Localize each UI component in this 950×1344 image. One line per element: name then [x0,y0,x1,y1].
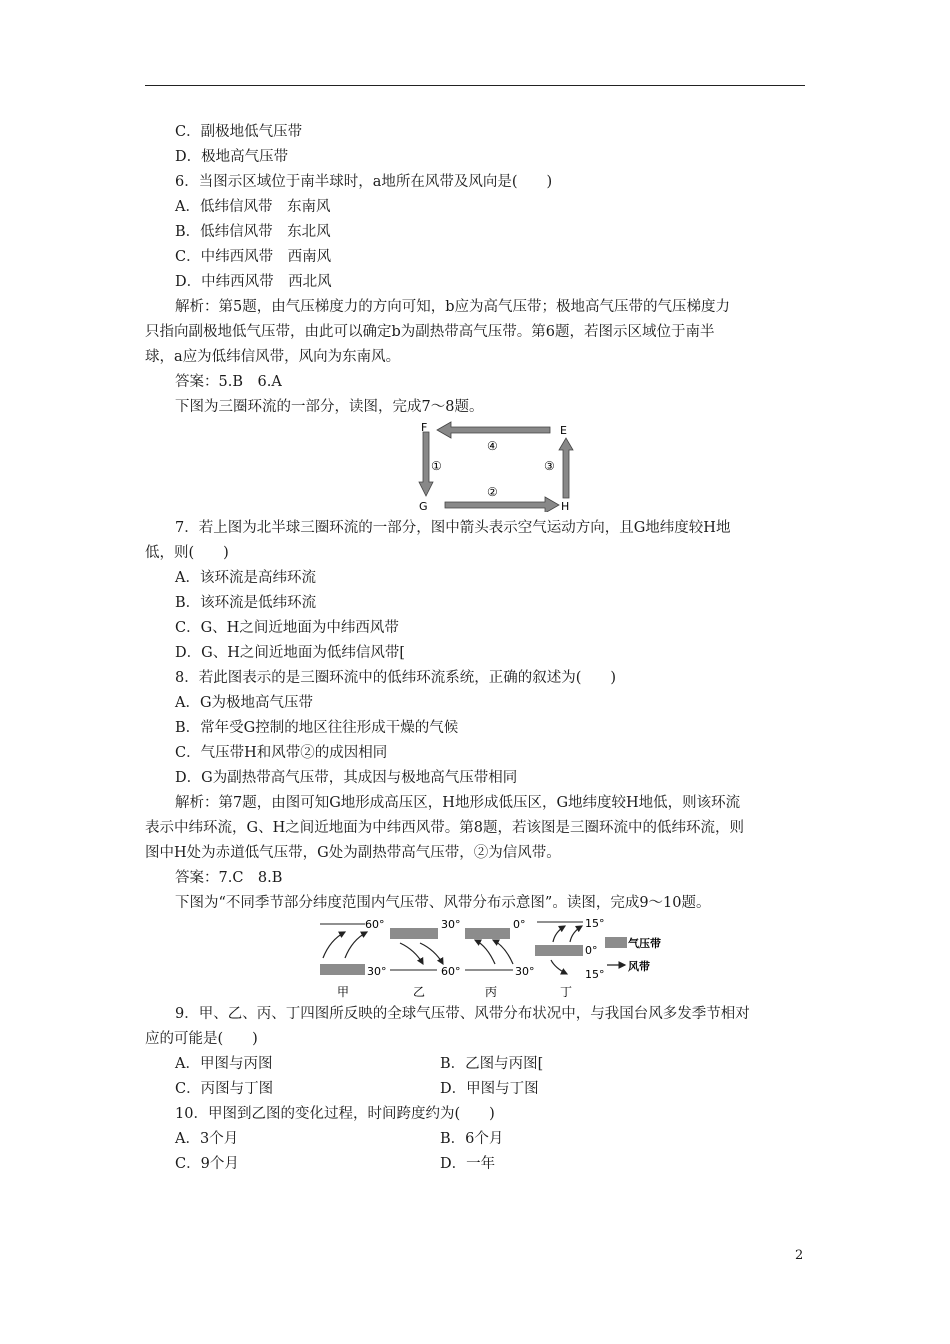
q10-option-d: D．一年 [440,1156,496,1172]
q6-option-a: A．低纬信风带 东南风 [175,199,331,215]
q10-option-a: A．3个月 [175,1131,239,1147]
intro3: 下图为“不同季节部分纬度范围内气压带、风带分布示意图”。读图，完成9～10题。 [175,895,711,911]
analysis2-line1: 解析：第7题，由图可知G地形成高压区，H地形成低压区，G地纬度较H地低，则该环流 [175,795,741,811]
answer2: 答案：7.C 8.B [175,870,283,886]
q9-option-c: C．丙图与丁图 [175,1081,274,1097]
ding-bottom-lat: 15° [585,968,605,981]
ding-wind-1 [553,926,565,942]
analysis1-line3: 球，a应为低纬信风带，风向为东南风。 [145,349,401,365]
page-content [145,120,807,1177]
label-yi: 乙 [413,985,426,998]
circulation-diagram [175,420,807,512]
q10-option-b: B．6个月 [440,1131,504,1147]
q5-option-d: D．极地高气压带 [175,149,289,165]
label-F: F [421,421,428,434]
legend-pressure-label: 气压带 [628,937,661,950]
q9-options-row1 [175,1052,807,1077]
label-H: H [561,500,570,512]
q7-stem-line2: 低，则( ) [145,545,229,561]
q10-options-row2 [175,1152,807,1177]
yi-bottom-lat: 60° [441,965,461,978]
bing-bottom-lat: 30° [515,965,535,978]
q8-option-b: B．常年受G控制的地区往往形成干燥的气候 [175,720,459,736]
legend-pressure-swatch [605,937,627,948]
yi-wind-1 [400,943,423,964]
header-rule [145,85,805,86]
q6-option-b: B．低纬信风带 东北风 [175,224,331,240]
q8-option-a: A．G为极地高气压带 [175,695,314,711]
jia-top-lat: 60° [365,918,385,931]
analysis1-line1: 解析：第5题，由气压梯度力的方向可知，b应为高气压带；极地高气压带的气压梯度力 [175,299,731,315]
jia-bottom-lat: 30° [367,965,387,978]
q10-options-row1 [175,1127,807,1152]
answer1: 答案：5.B 6.A [175,374,282,390]
analysis2-line3: 图中H处为赤道低气压带，G处为副热带高气压带，②为信风带。 [145,845,561,861]
q7-option-c: C．G、H之间近地面为中纬西风带 [175,620,399,636]
label-circle-3: ③ [544,459,555,473]
q8-option-d: D．G为副热带高气压带，其成因与极地高气压带相同 [175,770,518,786]
page-number: 2 [795,1248,804,1263]
circulation-svg [175,420,807,512]
ding-mid-lat: 0° [585,944,598,957]
ding-pressure-belt [535,945,583,956]
q7-stem-line1: 7．若上图为北半球三圈环流的一部分，图中箭头表示空气运动方向，且G地纬度较H地 [175,520,731,536]
bing-wind-1 [475,940,495,964]
q5-option-c: C．副极地低气压带 [175,124,303,140]
arrow-3 [559,438,573,498]
yi-wind-2 [420,943,443,964]
ding-wind-3 [551,960,567,974]
bing-top-lat: 0° [513,918,526,931]
analysis2-line2: 表示中纬环流，G、H之间近地面为中纬西风带。第8题，若该图是三圈环流中的低纬环流，则 [145,820,744,836]
q9-stem-line1: 9．甲、乙、丙、丁四图所反映的全球气压带、风带分布状况中，与我国台风多发季节相对 [175,1006,750,1022]
label-ding: 丁 [560,985,573,998]
q9-stem-line2: 应的可能是( ) [145,1031,258,1047]
ding-top-lat: 15° [585,918,605,930]
q10-option-c: C．9个月 [175,1156,239,1172]
bing-wind-2 [493,940,513,964]
q10-stem: 10．甲图到乙图的变化过程，时间跨度约为( ) [175,1106,495,1122]
label-circle-4: ④ [487,439,498,453]
q7-option-a: A．该环流是高纬环流 [175,570,316,586]
arrow-4 [437,422,550,438]
q6-option-c: C．中纬西风带 西南风 [175,249,332,265]
q7-option-d: D．G、H之间近地面为低纬信风带[ [175,645,406,661]
intro2: 下图为三圈环流的一部分，读图，完成7～8题。 [175,399,484,415]
label-E: E [560,424,567,437]
belts-svg [175,918,807,998]
q9-options-row2 [175,1077,807,1102]
belts-diagram [175,918,807,998]
jia-wind-2 [345,932,367,958]
label-G: G [419,500,428,512]
yi-pressure-belt [390,928,438,939]
jia-pressure-belt [320,964,365,975]
q9-option-a: A．甲图与丙图 [175,1056,273,1072]
q8-option-c: C．气压带H和风带②的成因相同 [175,745,388,761]
q6-stem: 6．当图示区域位于南半球时，a地所在风带及风向是( ) [175,174,553,190]
yi-top-lat: 30° [441,918,461,931]
legend-wind-label: 风带 [628,960,650,973]
q6-option-d: D．中纬西风带 西北风 [175,274,332,290]
label-circle-1: ① [431,459,442,473]
arrow-2 [445,497,559,512]
q9-option-b: B．乙图与丙图[ [440,1056,544,1072]
bing-pressure-belt [465,928,510,939]
jia-wind-1 [323,932,345,958]
label-bing: 丙 [485,985,498,998]
q8-stem: 8．若此图表示的是三圈环流中的低纬环流系统，正确的叙述为( ) [175,670,617,686]
label-jia: 甲 [337,985,350,998]
analysis1-line2: 只指向副极地低气压带，由此可以确定b为副热带高气压带。第6题，若图示区域位于南半 [145,324,715,340]
label-circle-2: ② [487,485,498,499]
q9-option-d: D．甲图与丁图 [440,1081,539,1097]
ding-wind-2 [570,926,582,942]
q7-option-b: B．该环流是低纬环流 [175,595,317,611]
